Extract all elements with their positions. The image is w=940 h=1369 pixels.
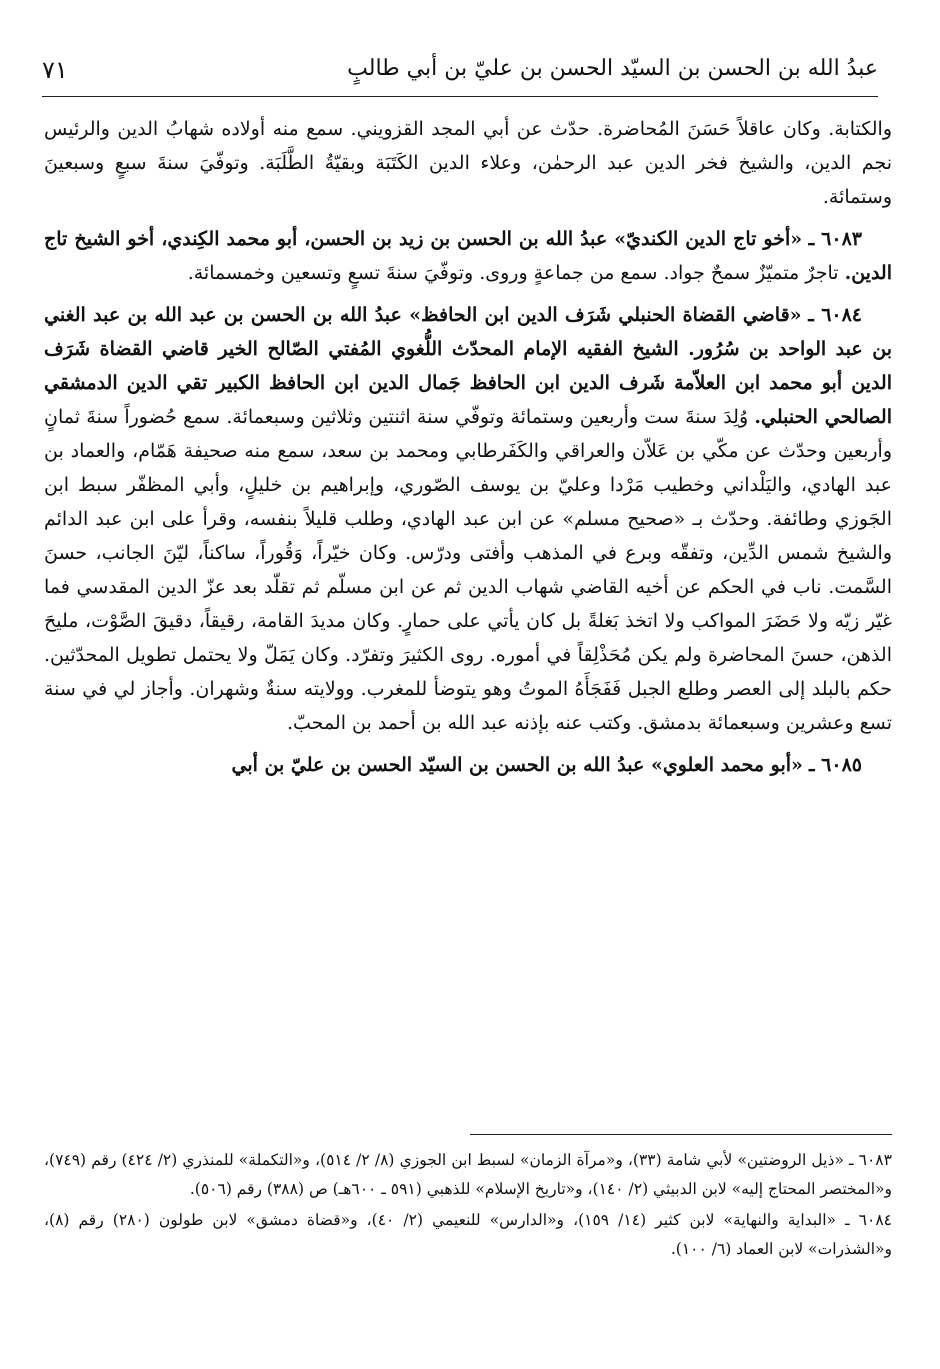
entry-heading: «أبو محمد العلوي» عبدُ الله بن الحسن بن السيّد الحسن بن عليّ بن أبي bbox=[231, 754, 803, 776]
entry-text: وُلِدَ سنةَ ست وأربعين وستمائة وتوفّي سنة اثنتين وثلاثين وسبعمائة. سمع حُضوراً سنةَ ثمانٍ وأربعين وحدّث عن مكّي بن عَلاّن والعراقي والكَفَرطابي ومحمد بن سعد، سمع منه صحيفة هَمّام، والعماد بن عبد الهادي، واليَلْداني وخطيب مَرْدا وعليّ بن يوسف الصّوري، وإبراهيم بن خليلٍ، وأبي المظفّر سبط ابن الجَوزي وطائفة. وحدّث بـ «صحيح مسلم» عن ابن عبد الهادي، وطلب قليلاً بنفسه، وقرأ على ابن عبد الدائم والشيخ شمس الدِّين، وتفقّه وبرع في المذهب وأفتى ودرّس. وكان خيّراً، وَقُوراً، ساكناً، ليّنَ الجانب، حسنَ السَّمت. ناب في الحكم عن أخيه القاضي شهاب الدين ثم عن ابن مسلّم ثم تقلّد بعد عزّ الدين المقدسي فما غيّر زيّه ولا حَضَرَ المواكب ولا اتخذ بَغلةً بل كان يأتي على حمارٍ. وكان مديدَ القامة، رقيقاً، دقيقَ الصَّوْت، مليحَ الذهن، حسنَ المحاضرة ولم يكن مُحَذْلِقاً في أموره. روى الكثيرَ وتفرّد. وكان يَمَلّ ولا يحتمل تطويل المحدّثين. حكم بالبلد إلى العصر وطلع الجبل فَفَجَأَهُ الموتُ وهو يتوضأ للمغرب. وولايته سنةٌ وشهران. وأجاز لي في سنة تسع وعشرين وسبعمائة بدمشق. وكتب عنه بإذنه عبد الله بن أحمد بن المحبّ. bbox=[44, 406, 892, 734]
continuation-paragraph: والكتابة. وكان عاقلاً حَسَنَ المُحاضرة. حدّث عن أبي المجد القزويني. سمع منه أولاده شهابُ الدين والرئيس نجم الدين، والشيخ فخر الدين عبد الرحمٰن، وعلاء الدين الكَتَبَة وبقيّةُ الطَّلَبَة. وتوفّيَ سنةَ سبعٍ وسبعينَ وستمائة. bbox=[44, 118, 892, 208]
entry-number: ٦٠٨٤ ـ bbox=[808, 304, 863, 326]
page-number: ٧١ bbox=[42, 56, 68, 84]
biography-entry-6083 bbox=[44, 222, 892, 290]
entry-text: تاجرٌ متميّزٌ سمحٌ جواد. سمع من جماعةٍ وروى. وتوفّيَ سنةَ تسعٍ وتسعين وخمسمائة. bbox=[187, 262, 839, 284]
entry-heading: «قاضي القضاة الحنبلي شَرَف الدين ابن الحافظ» عبدُ الله بن الحسن بن عبد الله بن عبد الغني بن عبد الواحد بن سُرُور. الشيخ الفقيه الإمام المحدّث اللُّغوي المُفتي الصّالح الخير قاضي القضاة شَرَف الدين أبو محمد ابن العلاّمة شَرف الدين ابن الحافظ جَمال الدين ابن الحافظ الكبير تقي الدين الدمشقي الصالحي الحنبلي. bbox=[44, 304, 892, 428]
footnote-6083: ٦٠٨٣ ـ «ذيل الروضتين» لأبي شامة (٣٣)، و«مرآة الزمان» لسبط ابن الجوزي (٨/ ٢/ ٥١٤)، و«التكملة» للمنذري (٢/ ٤٢٤) رقم (٧٤٩)، و«المختصر المحتاج إليه» لابن الدبيثي (٢/ ١٤٠)، و«تاريخ الإسلام» للذهبي (٥٩١ ـ ٦٠٠هـ) ص (٣٨٨) رقم (٥٠٦). bbox=[44, 1151, 892, 1198]
footnote-6084: ٦٠٨٤ ـ «البداية والنهاية» لابن كثير (١٤/ ١٥٩)، و«الدارس» للنعيمي (٢/ ٤٠)، و«قضاة دمشق» لابن طولون (٢٨٠) رقم (٨)، و«الشذرات» لابن العماد (٦/ ١٠٠). bbox=[44, 1211, 892, 1258]
biography-entry-6084 bbox=[44, 298, 892, 740]
running-head: عبدُ الله بن الحسن بن السيّد الحسن بن عليّ بن أبي طالبٍ bbox=[347, 56, 878, 81]
entry-number: ٦٠٨٣ ـ bbox=[808, 228, 862, 250]
footnote-divider bbox=[470, 1134, 892, 1135]
biography-entry-6085 bbox=[44, 748, 892, 782]
entry-heading: «أخو تاج الدين الكنديّ» عبدُ الله بن الحسن بن زيد بن الحسن، أبو محمد الكِندي، أخو الشيخ تاج الدين. bbox=[44, 228, 892, 284]
entry-number: ٦٠٨٥ ـ bbox=[808, 754, 862, 776]
page-header bbox=[42, 50, 878, 97]
main-text bbox=[44, 112, 892, 782]
footnotes bbox=[44, 1146, 892, 1266]
